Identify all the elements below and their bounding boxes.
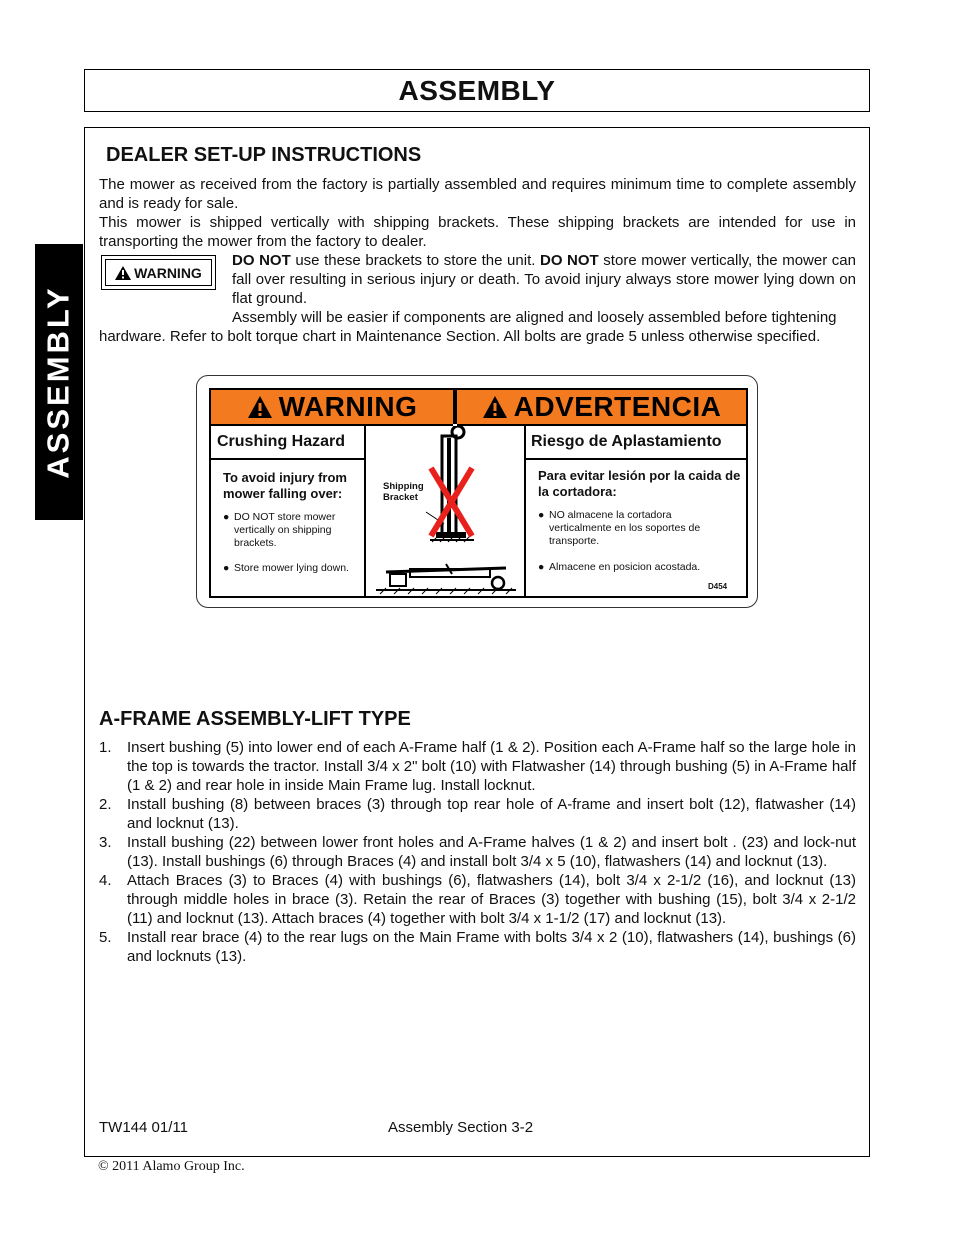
- copyright: © 2011 Alamo Group Inc.: [98, 1159, 245, 1174]
- decal-bullet-en-2-text: Store mower lying down.: [234, 562, 349, 574]
- assembly-step: [99, 795, 856, 833]
- step-text: Install bushing (8) between braces (3) through top rear hole of A-frame and insert bolt (12), flatwasher (14) and locknut (13).: [127, 796, 856, 832]
- section-heading-dealer-setup: DEALER SET-UP INSTRUCTIONS: [106, 144, 422, 166]
- assembly-step: [99, 738, 856, 795]
- step-text: Attach Braces (3) to Braces (4) with bushings (6), flatwashers (14), bolt 3/4 x 2-1/2 (16), and locknut (13) through middle holes in brace (3). Retain the rear of Braces (3) together with bushing (15), bolt 3/4 x 2-1/2 (11) and locknut (13). Attach braces (4) together with bolt 3/4 x 1-1/2 (17) and locknut (13).: [127, 872, 856, 927]
- decal-left-rule: [211, 458, 364, 460]
- assembly-step: [99, 928, 856, 966]
- paragraph-3-rest: hardware. Refer to bolt torque chart in Maintenance Section. All bolts are grade 5 unless otherwise specified.: [99, 328, 821, 345]
- step-number: 2.: [99, 796, 112, 813]
- side-tab-label: ASSEMBLY: [41, 285, 76, 479]
- safety-decal: [196, 375, 758, 608]
- section-heading-aframe: A-FRAME ASSEMBLY-LIFT TYPE: [99, 708, 411, 730]
- warning-text: [232, 251, 856, 308]
- decal-hazard-title-en: Crushing Hazard: [217, 433, 346, 450]
- warning-triangle-icon: [115, 266, 131, 280]
- warning-text-1: use these brackets to store the unit.: [290, 252, 540, 269]
- decal-divider-right: [524, 426, 526, 596]
- decal-bullet-es-1-text: NO almacene la cortadora verticalmente en los soportes de transporte.: [549, 509, 701, 547]
- warning-badge: [101, 255, 216, 290]
- warning-bold-2: DO NOT: [539, 252, 599, 269]
- page-title-box: [84, 69, 870, 112]
- decal-bullet-en-2: ● Store mower lying down.: [223, 562, 363, 575]
- page-title: ASSEMBLY: [398, 74, 556, 106]
- decal-sub-en: To avoid injury from mower falling over:: [223, 470, 347, 501]
- step-number: 4.: [99, 872, 112, 889]
- decal-bullet-es-2: ● Almacene en posicion acostada.: [538, 561, 743, 574]
- paragraph-2: This mower is shipped vertically with shipping brackets. These shipping brackets are intended for use in transporting the mower from the factory to dealer.: [99, 214, 856, 250]
- warning-bold-1: DO NOT: [232, 252, 291, 269]
- step-number: 1.: [99, 739, 112, 756]
- decal-header-advertencia: [457, 390, 746, 426]
- decal-code: D454: [708, 582, 728, 591]
- warning-text-2: store mower vertically, the mower can fall over resulting in serious injury or death. To avoid injury always store mower lying down on flat ground.: [232, 252, 856, 307]
- decal-header-warning-label: WARNING: [278, 391, 418, 422]
- step-text: Install rear brace (4) to the rear lugs on the Main Frame with bolts 3/4 x 2 (10), flatwashers (14), bushings (6) and locknuts (13).: [127, 929, 856, 965]
- shipping-bracket-label: Shipping Bracket: [383, 481, 424, 503]
- side-tab: [35, 244, 83, 520]
- paragraph-1: The mower as received from the factory is partially assembled and requires minimum time to complete assembly and is ready for sale.: [99, 176, 856, 212]
- decal-bullet-es-2-text: Almacene en posicion acostada.: [549, 561, 701, 573]
- footer-model-date: TW144 01/11: [99, 1119, 188, 1136]
- decal-header-warning: [211, 390, 453, 426]
- paragraph-3: [99, 308, 856, 327]
- assembly-step: [99, 871, 856, 928]
- step-number: 5.: [99, 929, 112, 946]
- step-text: Insert bushing (5) into lower end of each A-Frame half (1 & 2). Position each A-Frame half so the large hole in the top is towards the tractor. Install 3/4 x 2" bolt (10) with Flatwasher (14) through bushing (5) in A-Frame half (1 & 2) and rear hole in inside Main Frame lug. Install locknut.: [127, 739, 857, 794]
- content-box: [84, 127, 870, 1157]
- decal-bullet-es-1: ● NO almacene la cortadora verticalmente en los soportes de transporte.: [538, 509, 718, 548]
- decal-right-rule: [526, 458, 746, 460]
- decal-hazard-title-es: Riesgo de Aplastamiento: [531, 433, 722, 450]
- decal-sub-es: Para evitar lesión por la caida de la cortadora:: [538, 468, 741, 499]
- assembly-steps: [99, 738, 856, 966]
- decal-bullet-en-1-text: DO NOT store mower vertically on shipping brackets.: [234, 511, 336, 549]
- decal-header-advertencia-label: ADVERTENCIA: [513, 391, 722, 422]
- warning-triangle-icon: [247, 395, 273, 419]
- warning-badge-label: WARNING: [134, 264, 202, 281]
- paragraph-3-line1: Assembly will be easier if components are aligned and loosely assembled before tightening: [232, 309, 837, 326]
- step-number: 3.: [99, 834, 112, 851]
- footer-section: Assembly Section 3-2: [388, 1119, 534, 1136]
- warning-triangle-icon: [482, 395, 508, 419]
- mower-storage-illustration: [366, 426, 524, 596]
- step-text: Install bushing (22) between lower front holes and A-Frame halves (1 & 2) and insert bolt . (23) and lock-nut (13). Install bushings (6) through Braces (4) and install bolt 3/4 x 5 (10), flatwashers (14) and locknut (13).: [127, 834, 856, 870]
- assembly-step: [99, 833, 856, 871]
- decal-inner: [209, 388, 748, 598]
- decal-bullet-en-1: ● DO NOT store mower vertically on shipping brackets.: [223, 511, 359, 550]
